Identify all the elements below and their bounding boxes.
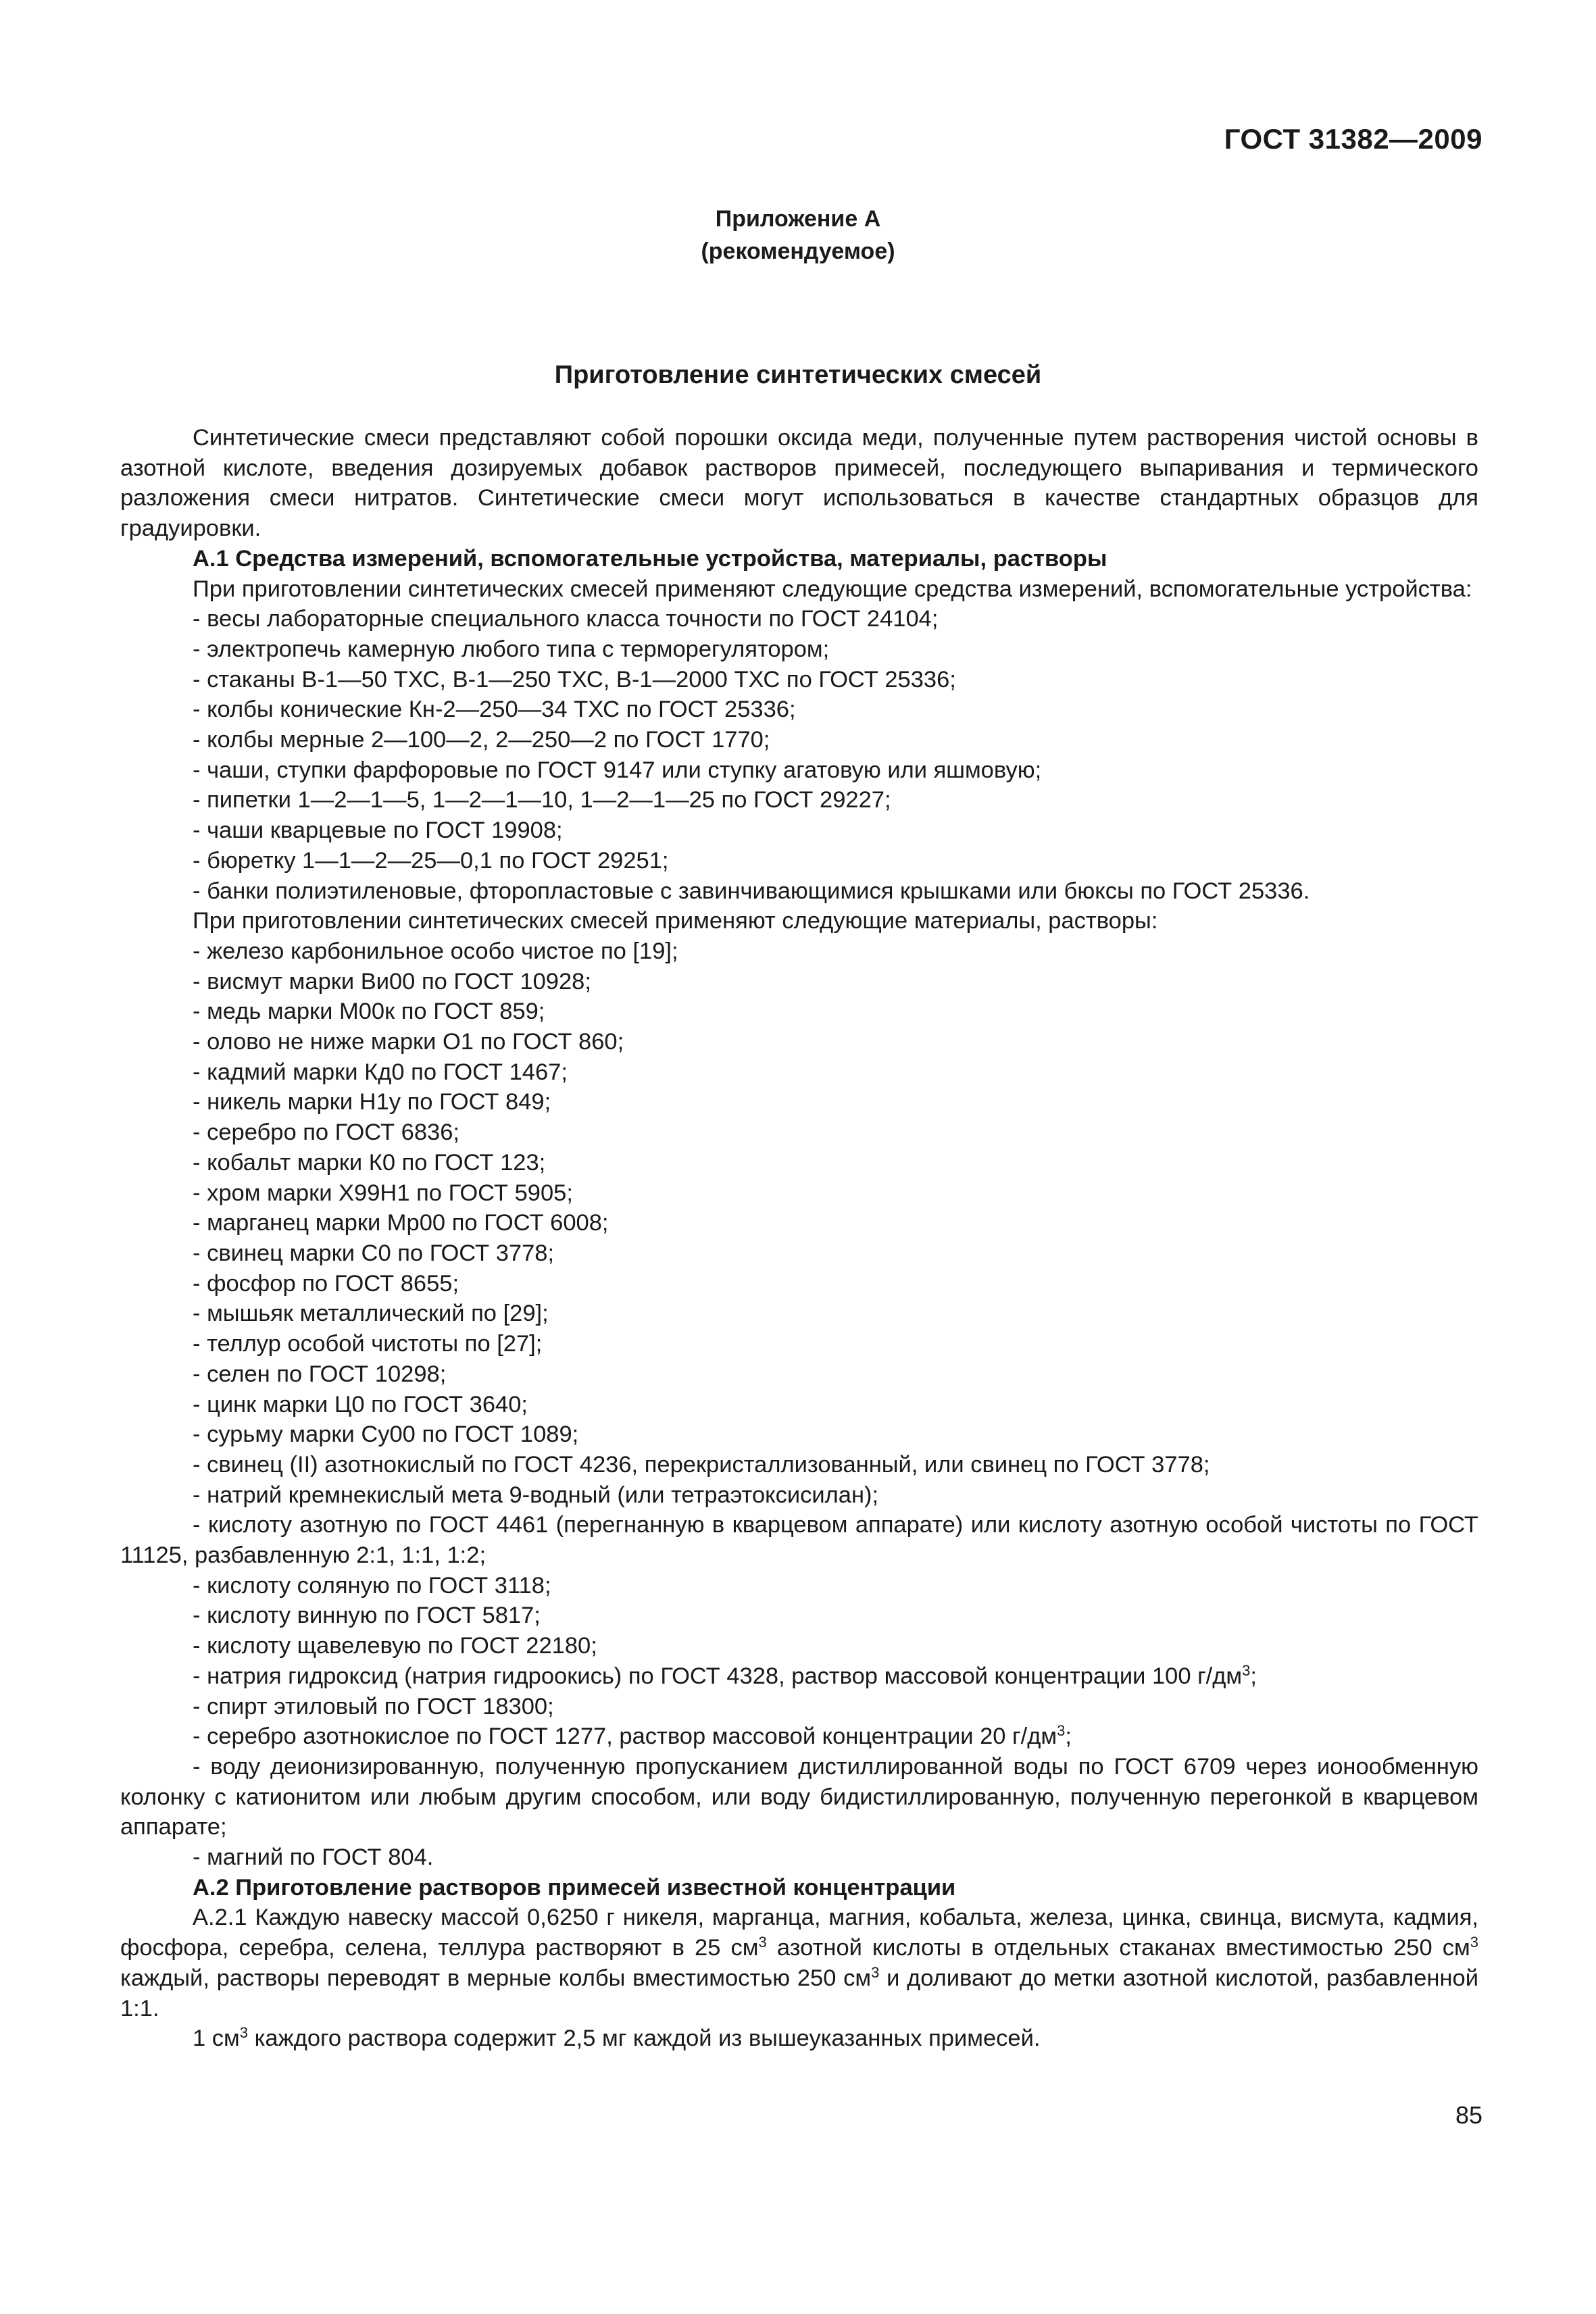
appendix-heading [0, 203, 1596, 268]
list-item: - железо карбонильное особо чистое по [19]; [193, 938, 678, 964]
list-item: - хром марки Х99Н1 по ГОСТ 5905; [193, 1180, 573, 1206]
list-item: - колбы мерные 2—100—2, 2—250—2 по ГОСТ 1770; [193, 727, 770, 753]
appendix-type: (рекомендуемое) [701, 238, 895, 264]
list-item: - свинец марки С0 по ГОСТ 3778; [193, 1240, 555, 1266]
section-a1-heading: А.1 Средства измерений, вспомогательные устройства, материалы, растворы [193, 545, 1107, 572]
list-item: - кислоту щавелевую по ГОСТ 22180; [193, 1633, 597, 1659]
list-item: - фосфор по ГОСТ 8655; [193, 1270, 459, 1297]
list-item: - воду деионизированную, полученную пропусканием дистиллированной воды по ГОСТ 6709 через ионообменную колонку с катионитом или любым другим способом, или воду бидистиллированную, полученную перегонкой в кварцевом аппарате; [120, 1753, 1478, 1840]
superscript: 3 [758, 1934, 767, 1951]
list-item: - банки полиэтиленовые, фторопластовые с завинчивающимися крышками или бюксы по ГОСТ 25336. [193, 878, 1310, 904]
list-item: - спирт этиловый по ГОСТ 18300; [193, 1693, 554, 1719]
superscript: 3 [1057, 1722, 1066, 1740]
section-a2-heading: А.2 Приготовление растворов примесей известной концентрации [193, 1874, 956, 1901]
naoh-text: - натрия гидроксид (натрия гидроокись) по ГОСТ 4328, раствор массовой концентрации 100 г/дм [193, 1663, 1243, 1689]
list-item: - чаши кварцевые по ГОСТ 19908; [193, 818, 563, 844]
punctuation: ; [1065, 1724, 1072, 1750]
text-run: каждого раствора содержит 2,5 мг каждой из вышеуказанных примесей. [248, 2026, 1041, 2052]
superscript: 3 [1242, 1661, 1251, 1679]
list-item: - никель марки Н1у по ГОСТ 849; [193, 1089, 551, 1115]
list-item: - кислоту соляную по ГОСТ 3118; [193, 1572, 551, 1599]
list-item: - теллур особой чистоты по [27]; [193, 1331, 543, 1357]
list-item: - кобальт марки К0 по ГОСТ 123; [193, 1149, 546, 1176]
list-item: - кадмий марки Кд0 по ГОСТ 1467; [193, 1059, 568, 1085]
list-item: - магний по ГОСТ 804. [193, 1844, 434, 1871]
materials-intro: При приготовлении синтетических смесей применяют следующие материалы, растворы: [193, 908, 1158, 934]
list-item: - чаши, ступки фарфоровые по ГОСТ 9147 или ступку агатовую или яшмовую; [193, 757, 1042, 783]
list-item: - натрий кремнекислый мета 9-водный (или тетраэтоксисилан); [193, 1482, 879, 1508]
list-item: - стаканы В-1—50 ТХС, В-1—250 ТХС, В-1—2000 ТХС по ГОСТ 25336; [193, 666, 956, 693]
paragraph-a2-1 [120, 1903, 1478, 2023]
page-title: Приготовление синтетических смесей [554, 361, 1042, 389]
list-item: - цинк марки Ц0 по ГОСТ 3640; [193, 1391, 528, 1417]
list-item: - колбы конические Кн-2—250—34 ТХС по ГОСТ 25336; [193, 697, 796, 723]
list-item: - свинец (II) азотнокислый по ГОСТ 4236, перекристаллизованный, или свинец по ГОСТ 3778; [193, 1451, 1210, 1478]
page-number: 85 [1455, 2101, 1482, 2129]
list-item: - марганец марки Мр00 по ГОСТ 6008; [193, 1210, 609, 1236]
list-item: - весы лабораторные специального класса точности по ГОСТ 24104; [193, 606, 939, 632]
instruments-list [120, 604, 1478, 906]
text-run: каждый, растворы переводят в мерные колбы вместимостью 250 см [120, 1965, 872, 1991]
text-run: азотной кислоты в отдельных стаканах вместимостью 250 см [766, 1935, 1470, 1961]
superscript: 3 [239, 2024, 248, 2042]
intro-paragraph: Синтетические смеси представляют собой порошки оксида меди, полученные путем растворения чистой основы в азотной кислоте, введения дозируемых добавок растворов примесей, последующего выпаривания и термического разложения смеси нитратов. Синтетические смеси могут использоваться в качестве стандартных образцов для градуировки. [120, 425, 1478, 542]
list-item: - олово не ниже марки О1 по ГОСТ 860; [193, 1029, 624, 1055]
list-item [120, 1721, 1478, 1752]
list-item [120, 1661, 1478, 1692]
silver-nitrate-text: - серебро азотнокислое по ГОСТ 1277, раствор массовой концентрации 20 г/дм [193, 1724, 1057, 1750]
superscript: 3 [871, 1963, 880, 1981]
text-run: 1 см [193, 2026, 240, 2052]
document-body [120, 423, 1478, 2054]
document-code: ГОСТ 31382—2009 [1224, 123, 1482, 155]
list-item: - висмут марки Ви00 по ГОСТ 10928; [193, 968, 591, 995]
list-item: - пипетки 1—2—1—5, 1—2—1—10, 1—2—1—25 по ГОСТ 29227; [193, 787, 891, 813]
list-item: - медь марки М00к по ГОСТ 859; [193, 999, 545, 1025]
materials-list [120, 936, 1478, 1873]
list-item: - кислоту азотную по ГОСТ 4461 (перегнанную в кварцевом аппарате) или кислоту азотную особой чистоты по ГОСТ 11125, разбавленную 2:1, 1:1, 1:2; [120, 1512, 1478, 1569]
appendix-title: Приложение А [715, 206, 881, 232]
list-item: - мышьяк металлический по [29]; [193, 1301, 549, 1327]
list-item: - бюретку 1—1—2—25—0,1 по ГОСТ 29251; [193, 847, 669, 874]
list-item: - кислоту винную по ГОСТ 5817; [193, 1603, 541, 1629]
punctuation: ; [1250, 1663, 1257, 1689]
list-item: - селен по ГОСТ 10298; [193, 1361, 447, 1387]
text-run: и доливают до метки азотной кислотой, разбавленной 1:1. [120, 1965, 1478, 2021]
superscript: 3 [1470, 1934, 1478, 1951]
text-run: А.2.1 Каждую навеску массой 0,6250 г никеля, марганца, магния, кобальта, железа, цинка, свинца, висмута, кадмия, фосфора, серебра, селена, теллура растворяют в 25 см [120, 1905, 1478, 1961]
list-item: - электропечь камерную любого типа с терморегулятором; [193, 636, 830, 662]
instruments-intro: При приготовлении синтетических смесей применяют следующие средства измерений, вспомогательные устройства: [193, 576, 1472, 602]
paragraph-a2-note [120, 2023, 1478, 2054]
list-item: - сурьму марки Су00 по ГОСТ 1089; [193, 1422, 579, 1448]
list-item: - серебро по ГОСТ 6836; [193, 1120, 460, 1146]
